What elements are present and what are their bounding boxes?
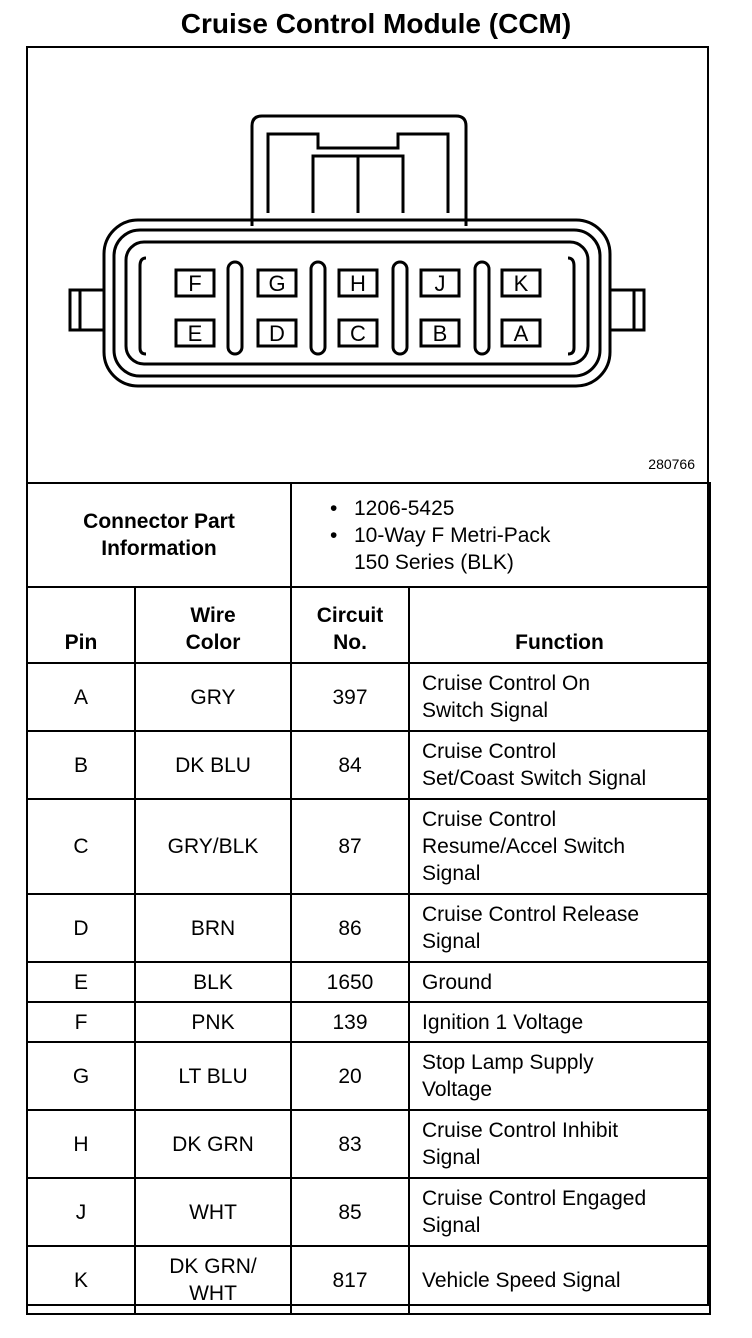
circuit-cell: 817 (291, 1246, 409, 1314)
pin-cell: G (27, 1042, 135, 1110)
pinout-table (26, 482, 711, 1315)
header-pin: Pin (27, 587, 135, 663)
page-title: Cruise Control Module (CCM) (180, 8, 572, 39)
wire-color-cell: BLK (135, 962, 291, 1002)
function-cell: Vehicle Speed Signal (409, 1246, 710, 1314)
table-row (27, 1110, 710, 1178)
function-cell: Cruise Control Release Signal (409, 894, 710, 962)
connector-diagram (28, 48, 707, 482)
function-cell: Ground (409, 962, 710, 1002)
table-row (27, 1246, 710, 1314)
pin-label-g: G (268, 271, 286, 296)
pin-label-d: D (269, 321, 285, 346)
wire-color-cell: PNK (135, 1002, 291, 1042)
pin-label-k: K (513, 271, 529, 296)
table-row (27, 1042, 710, 1110)
function-cell: Cruise Control Inhibit Signal (409, 1110, 710, 1178)
function-cell: Cruise Control Resume/Accel Switch Signal (409, 799, 710, 894)
circuit-cell: 85 (291, 1178, 409, 1246)
info-item-series: • 10-Way F Metri-Pack (330, 523, 551, 547)
connector-frame (26, 46, 709, 1306)
wire-color-cell: WHT (135, 1178, 291, 1246)
pin-label-a: A (513, 321, 529, 346)
pin-label-h: H (350, 271, 366, 296)
connector-info-label: Connector Part Information (27, 483, 291, 587)
pin-label-c: C (350, 321, 366, 346)
table-row (27, 731, 710, 799)
function-cell: Cruise Control Engaged Signal (409, 1178, 710, 1246)
pin-cell: F (27, 1002, 135, 1042)
wire-color-cell: DK GRN/ WHT (135, 1246, 291, 1314)
pin-cell: E (27, 962, 135, 1002)
connector-info-row (27, 483, 710, 587)
circuit-cell: 86 (291, 894, 409, 962)
wire-color-cell: DK BLU (135, 731, 291, 799)
pin-label-j: J (434, 271, 446, 296)
pin-cell: J (27, 1178, 135, 1246)
table-header-row (27, 587, 710, 663)
circuit-cell: 87 (291, 799, 409, 894)
circuit-cell: 397 (291, 663, 409, 731)
function-cell: Cruise Control On Switch Signal (409, 663, 710, 731)
circuit-cell: 20 (291, 1042, 409, 1110)
circuit-cell: 139 (291, 1002, 409, 1042)
header-circuit-no: Circuit No. (291, 587, 409, 663)
wire-color-cell: BRN (135, 894, 291, 962)
header-function: Function (409, 587, 710, 663)
pin-label-f: F (188, 271, 202, 296)
table-row (27, 1178, 710, 1246)
header-wire-color: Wire Color (135, 587, 291, 663)
pin-cell: K (27, 1246, 135, 1314)
pinout-rows (27, 663, 710, 1314)
circuit-cell: 83 (291, 1110, 409, 1178)
info-item-part-number: • 1206-5425 (330, 496, 455, 520)
circuit-cell: 1650 (291, 962, 409, 1002)
pin-cell: D (27, 894, 135, 962)
connector-face-drawing (28, 48, 707, 482)
pin-label-b: B (432, 321, 448, 346)
table-row (27, 1002, 710, 1042)
wire-color-cell: LT BLU (135, 1042, 291, 1110)
circuit-cell: 84 (291, 731, 409, 799)
wire-color-cell: GRY (135, 663, 291, 731)
wire-color-cell: GRY/BLK (135, 799, 291, 894)
function-cell: Cruise Control Set/Coast Switch Signal (409, 731, 710, 799)
table-row (27, 799, 710, 894)
pin-label-e: E (187, 321, 203, 346)
function-cell: Stop Lamp Supply Voltage (409, 1042, 710, 1110)
pin-cell: C (27, 799, 135, 894)
function-cell: Ignition 1 Voltage (409, 1002, 710, 1042)
pin-cell: H (27, 1110, 135, 1178)
pin-cell: B (27, 731, 135, 799)
wire-color-cell: DK GRN (135, 1110, 291, 1178)
pin-cell: A (27, 663, 135, 731)
table-row (27, 894, 710, 962)
table-row (27, 663, 710, 731)
table-row (27, 962, 710, 1002)
connector-info-list: • 1206-5425 • 10-Way F Metri-Pack 150 Series (BLK) (291, 483, 710, 587)
figure-number: 280766 (648, 456, 695, 472)
